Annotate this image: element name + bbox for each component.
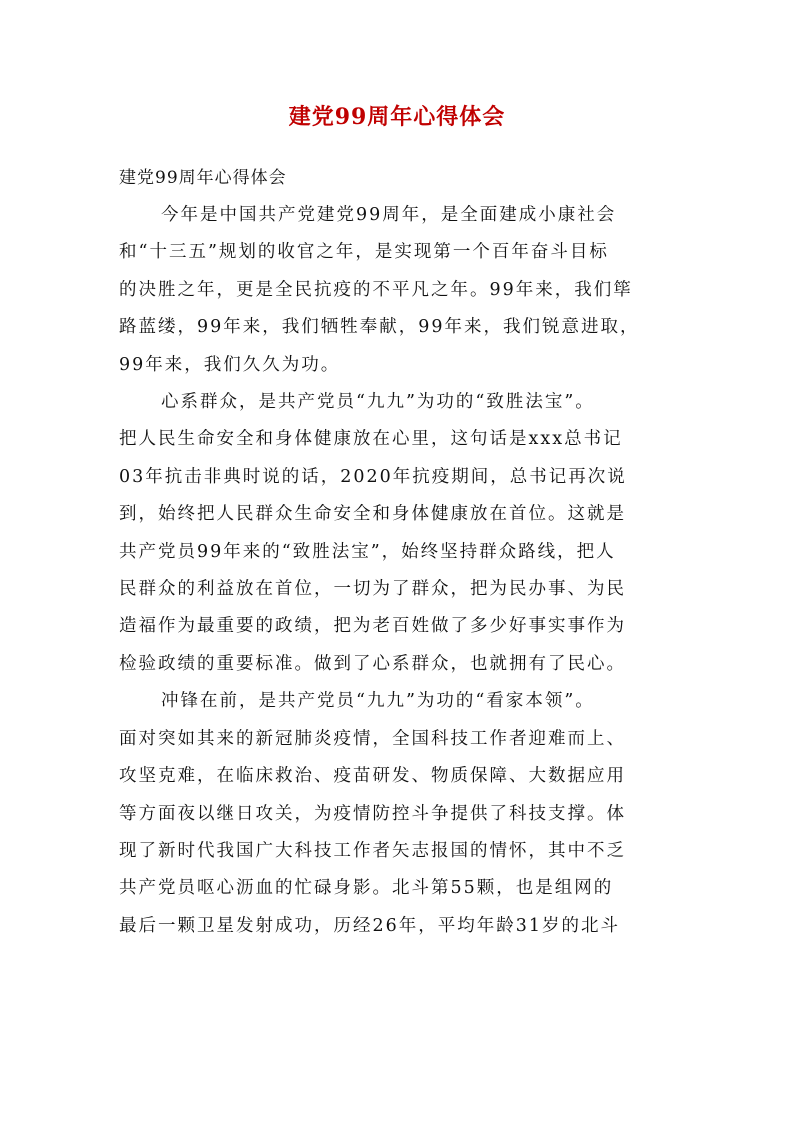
paragraph-line: 等方面夜以继日攻关，为疫情防控斗争提供了科技支撑。体	[119, 803, 626, 824]
paragraph-line: 共产党员呕心沥血的忙碌身影。北斗第55颗，也是组网的	[119, 878, 614, 899]
paragraph-line: 路蓝缕，99年来，我们牺牲奉献，99年来，我们锐意进取，	[119, 317, 640, 338]
paragraph-line: 现了新时代我国广大科技工作者矢志报国的情怀，其中不乏	[119, 840, 626, 861]
paragraph-line: 99年来，我们久久为功。	[119, 354, 341, 375]
document-title: 建党99周年心得体会	[288, 104, 506, 130]
paragraph-line: 共产党员99年来的“致胜法宝”，始终坚持群众路线，把人	[119, 541, 616, 562]
paragraph-line: 的决胜之年，更是全民抗疫的不平凡之年。99年来，我们筚	[119, 279, 633, 300]
paragraph-line: 今年是中国共产党建党99周年，是全面建成小康社会	[161, 205, 617, 225]
document-body	[119, 160, 679, 945]
paragraph-line: 把人民生命安全和身体健康放在心里，这句话是xxx总书记	[119, 429, 623, 450]
document-subtitle: 建党99周年心得体会	[119, 168, 287, 188]
paragraph-line: 冲锋在前，是共产党员“九九”为功的“看家本领”。	[161, 691, 595, 712]
paragraph-line: 民群众的利益放在首位，一切为了群众，把为民办事、为民	[119, 579, 626, 600]
paragraph-line: 最后一颗卫星发射成功，历经26年，平均年龄31岁的北斗	[119, 915, 621, 936]
paragraph-line: 检验政绩的重要标准。做到了心系群众，也就拥有了民心。	[119, 653, 626, 674]
paragraph-line: 攻坚克难，在临床救治、疫苗研发、物质保障、大数据应用	[119, 766, 626, 787]
paragraph-line: 03年抗击非典时说的话，2020年抗疫期间，总书记再次说	[119, 466, 627, 487]
paragraph-line: 到，始终把人民群众生命安全和身体健康放在首位。这就是	[119, 504, 626, 525]
paragraph-line: 面对突如其来的新冠肺炎疫情，全国科技工作者迎难而上、	[119, 728, 626, 749]
paragraph-line: 心系群众，是共产党员“九九”为功的“致胜法宝”。	[161, 392, 595, 413]
paragraph-2	[119, 384, 679, 683]
paragraph-line: 造福作为最重要的政绩，把为老百姓做了多少好事实事作为	[119, 616, 626, 637]
paragraph-line: 和“十三五”规划的收官之年，是实现第一个百年奋斗目标	[119, 242, 609, 263]
paragraph-1	[119, 197, 679, 384]
paragraph-3	[119, 683, 679, 945]
